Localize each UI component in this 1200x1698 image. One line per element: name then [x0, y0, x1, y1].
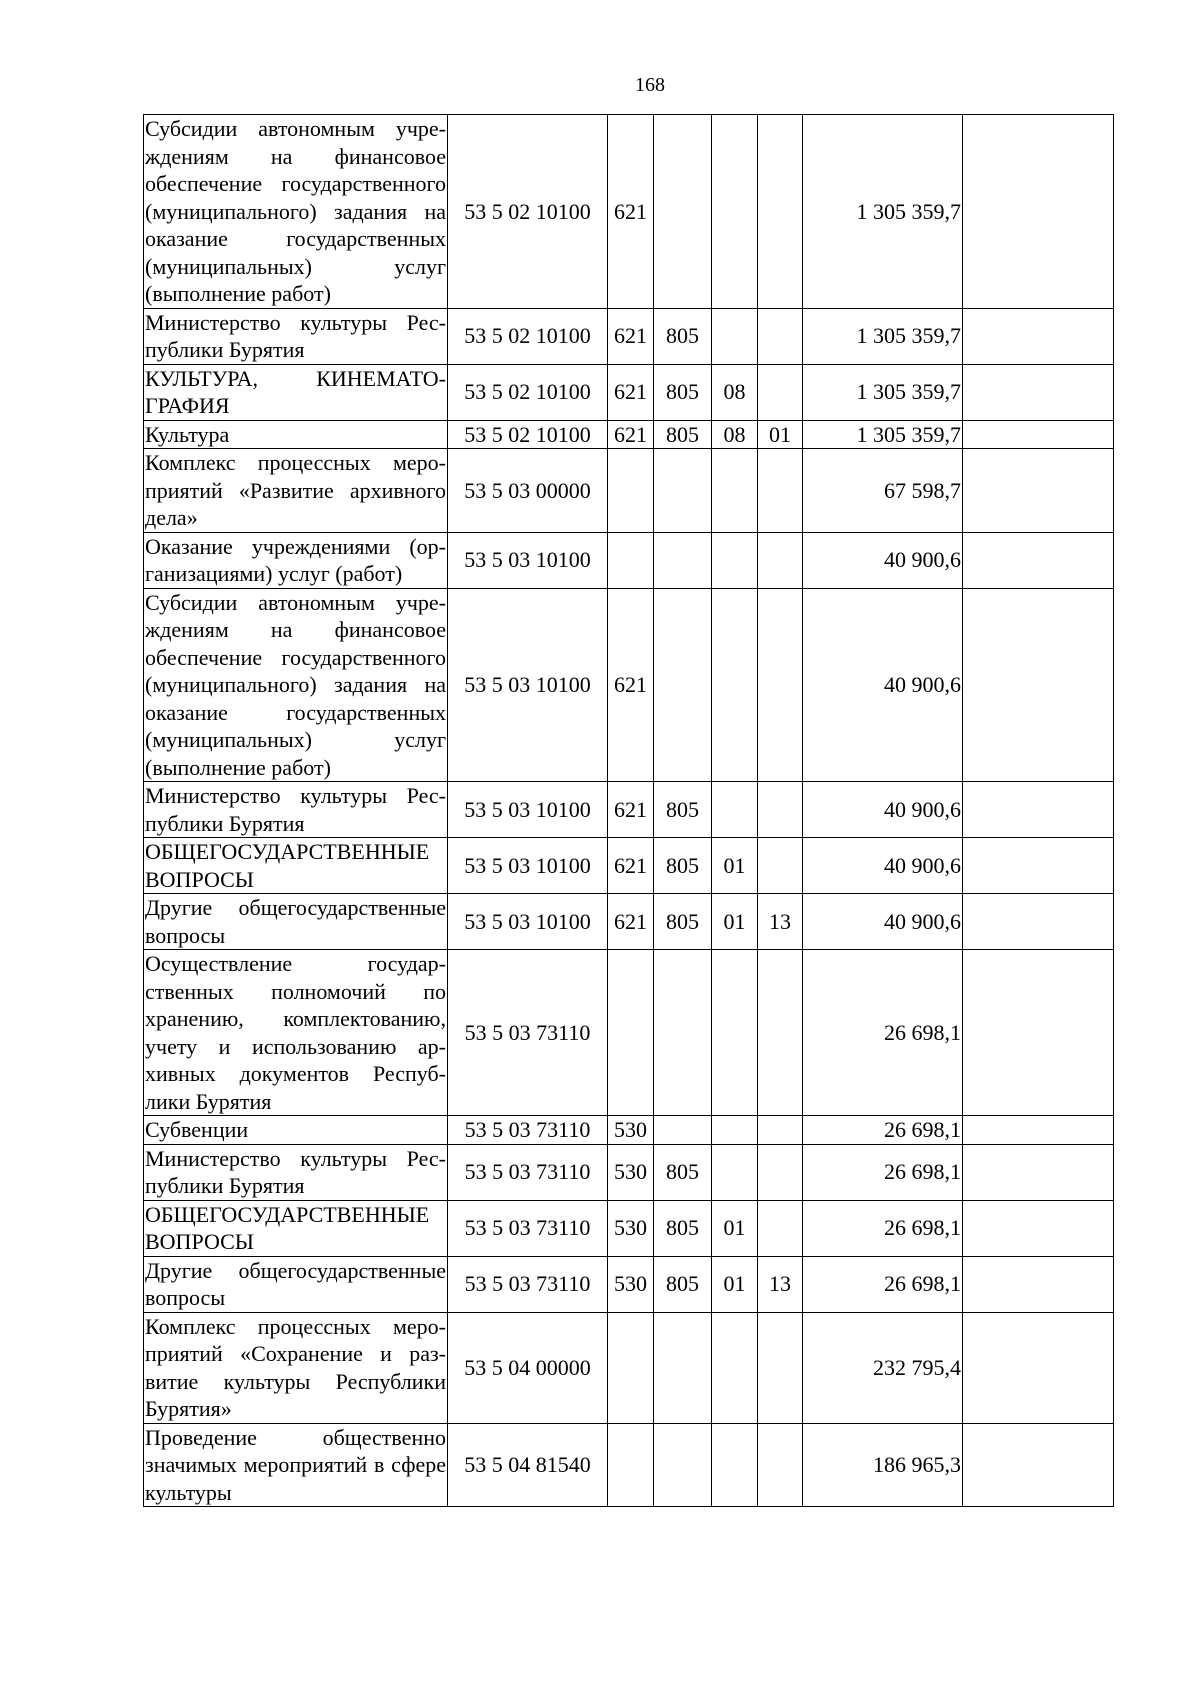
table-cell-name: Субсидии автономным учреждениям на финансовое обеспечение государственного (муниципального) задания на оказание государственных (муниципальных) услуг (выполнение работ)	[145, 589, 446, 780]
table-row	[144, 1144, 1114, 1200]
table-cell-subsection	[758, 1423, 803, 1507]
table-cell-code: 53 5 03 73110	[448, 1200, 608, 1256]
table-row	[144, 1116, 1114, 1145]
table-cell-subsection	[758, 115, 803, 309]
table-cell-empty	[963, 420, 1114, 449]
table-cell-code: 53 5 03 73110	[448, 1144, 608, 1200]
table-cell-expense-type: 621	[608, 838, 654, 894]
table-cell-code: 53 5 02 10100	[448, 420, 608, 449]
table-cell-expense-type: 530	[608, 1256, 654, 1312]
table-cell-ministry-code	[654, 1312, 712, 1423]
table-cell-code: 53 5 02 10100	[448, 115, 608, 309]
table-cell-amount: 186 965,3	[803, 1423, 963, 1507]
table-cell-empty	[963, 950, 1114, 1116]
table-row	[144, 308, 1114, 364]
table-cell-amount: 1 305 359,7	[803, 364, 963, 420]
table-cell-empty	[963, 308, 1114, 364]
table-cell-empty	[963, 449, 1114, 533]
table-cell-section	[712, 1423, 758, 1507]
table-cell-name: Осуществление государственных полномочий по хранению, комплектованию, учету и использованию архивных документов Республики Бурятия	[145, 951, 446, 1114]
table-cell-code: 53 5 03 73110	[448, 950, 608, 1116]
table-cell-section	[712, 1312, 758, 1423]
table-cell-expense-type	[608, 449, 654, 533]
table-cell-code: 53 5 02 10100	[448, 308, 608, 364]
table-cell-subsection	[758, 364, 803, 420]
table-cell-ministry-code: 805	[654, 894, 712, 950]
table-cell-code: 53 5 03 73110	[448, 1116, 608, 1145]
table-cell-section	[712, 950, 758, 1116]
table-cell-expense-type: 621	[608, 588, 654, 782]
table-cell-amount: 232 795,4	[803, 1312, 963, 1423]
table-cell-amount: 40 900,6	[803, 838, 963, 894]
table-cell-expense-type	[608, 1312, 654, 1423]
table-cell-name: Комплекс процессных мероприятий «Сохранение и развитие культуры Республики Бурятия»	[145, 1313, 446, 1421]
table-cell-amount: 40 900,6	[803, 894, 963, 950]
table-cell-subsection	[758, 1116, 803, 1145]
table-cell-expense-type	[608, 950, 654, 1116]
table-cell-ministry-code: 805	[654, 782, 712, 838]
table-cell-amount: 26 698,1	[803, 1256, 963, 1312]
table-cell-code: 53 5 02 10100	[448, 364, 608, 420]
table-cell-name: Другие общегосударственные вопросы	[145, 1257, 446, 1310]
table-cell-amount: 26 698,1	[803, 950, 963, 1116]
table-cell-empty	[963, 364, 1114, 420]
table-cell-subsection	[758, 950, 803, 1116]
table-row	[144, 894, 1114, 950]
table-cell-empty	[963, 838, 1114, 894]
table-cell-code: 53 5 03 10100	[448, 782, 608, 838]
table-cell-subsection	[758, 838, 803, 894]
table-cell-empty	[963, 1144, 1114, 1200]
table-cell-ministry-code: 805	[654, 1144, 712, 1200]
table-cell-ministry-code	[654, 1116, 712, 1145]
table-cell-name: Комплекс процессных мероприятий «Развитие архивного дела»	[145, 450, 446, 530]
table-cell-ministry-code	[654, 532, 712, 588]
table-cell-empty	[963, 532, 1114, 588]
table-cell-subsection	[758, 449, 803, 533]
table-cell-subsection: 13	[758, 894, 803, 950]
table-cell-amount: 40 900,6	[803, 532, 963, 588]
table-row	[144, 1423, 1114, 1507]
table-row	[144, 950, 1114, 1116]
table-cell-section	[712, 588, 758, 782]
table-cell-empty	[963, 1116, 1114, 1145]
table-cell-section: 08	[712, 364, 758, 420]
table-row	[144, 420, 1114, 449]
table-cell-subsection	[758, 1200, 803, 1256]
table-cell-code: 53 5 03 10100	[448, 588, 608, 782]
table-cell-empty	[963, 1200, 1114, 1256]
table-cell-empty	[963, 894, 1114, 950]
table-cell-expense-type: 621	[608, 308, 654, 364]
table-row	[144, 364, 1114, 420]
table-cell-name: Оказание учреждениями (организациями) услуг (работ)	[145, 533, 446, 586]
table-cell-ministry-code	[654, 950, 712, 1116]
table-cell-ministry-code: 805	[654, 308, 712, 364]
table-cell-expense-type: 621	[608, 115, 654, 309]
table-cell-section: 01	[712, 838, 758, 894]
table-cell-name: Министерство культуры Республики Бурятия	[145, 783, 446, 836]
table-cell-subsection: 13	[758, 1256, 803, 1312]
table-cell-subsection	[758, 532, 803, 588]
table-row	[144, 532, 1114, 588]
table-cell-empty	[963, 115, 1114, 309]
table-cell-ministry-code	[654, 449, 712, 533]
table-cell-name: Министерство культуры Республики Бурятия	[145, 309, 446, 362]
table-row	[144, 1312, 1114, 1423]
table-cell-name: Культура	[144, 420, 448, 449]
table-cell-amount: 40 900,6	[803, 588, 963, 782]
table-cell-ministry-code	[654, 1423, 712, 1507]
table-cell-code: 53 5 03 00000	[448, 449, 608, 533]
table-cell-name: Проведение общественно значимых мероприятий в сфере культуры	[145, 1424, 446, 1505]
table-row	[144, 588, 1114, 782]
table-cell-subsection	[758, 1144, 803, 1200]
table-cell-ministry-code: 805	[654, 838, 712, 894]
table-cell-code: 53 5 03 10100	[448, 894, 608, 950]
table-cell-expense-type: 530	[608, 1144, 654, 1200]
table-cell-amount: 67 598,7	[803, 449, 963, 533]
table-cell-amount: 1 305 359,7	[803, 308, 963, 364]
table-cell-section	[712, 1144, 758, 1200]
table-cell-subsection	[758, 1312, 803, 1423]
table-cell-empty	[963, 782, 1114, 838]
table-cell-name: Другие общегосударственные вопросы	[145, 895, 446, 948]
table-cell-section: 08	[712, 420, 758, 449]
table-cell-expense-type	[608, 532, 654, 588]
table-cell-code: 53 5 03 73110	[448, 1256, 608, 1312]
table-cell-empty	[963, 1312, 1114, 1423]
table-row	[144, 1256, 1114, 1312]
table-row	[144, 449, 1114, 533]
page-number: 168	[635, 74, 665, 96]
table-row	[144, 115, 1114, 309]
table-cell-name: Министерство культуры Республики Бурятия	[145, 1145, 446, 1198]
table-cell-ministry-code: 805	[654, 420, 712, 449]
table-cell-code: 53 5 04 81540	[448, 1423, 608, 1507]
table-cell-section: 01	[712, 1200, 758, 1256]
table-cell-expense-type	[608, 1423, 654, 1507]
table-cell-amount: 1 305 359,7	[803, 115, 963, 309]
table-cell-code: 53 5 03 10100	[448, 532, 608, 588]
table-cell-subsection	[758, 308, 803, 364]
table-row	[144, 838, 1114, 894]
table-cell-section	[712, 532, 758, 588]
table-cell-ministry-code: 805	[654, 1256, 712, 1312]
table-cell-expense-type: 530	[608, 1200, 654, 1256]
table-cell-ministry-code: 805	[654, 364, 712, 420]
table-cell-name: Субсидии автономным учреждениям на финансовое обеспечение государственного (муниципального) задания на оказание государственных (муниципальных) услуг (выполнение работ)	[145, 116, 446, 306]
table-cell-amount: 1 305 359,7	[803, 420, 963, 449]
table-cell-name: ОБЩЕГОСУДАРСТВЕННЫЕ ВОПРОСЫ	[144, 1200, 448, 1256]
table-cell-empty	[963, 1423, 1114, 1507]
table-cell-expense-type: 621	[608, 364, 654, 420]
table-cell-empty	[963, 1256, 1114, 1312]
table-cell-section	[712, 782, 758, 838]
table-cell-code: 53 5 03 10100	[448, 838, 608, 894]
table-cell-empty	[963, 588, 1114, 782]
table-cell-name: Субвенции	[144, 1116, 448, 1145]
table-cell-expense-type: 621	[608, 782, 654, 838]
table-cell-name: ОБЩЕГОСУДАРСТВЕННЫЕ ВОПРОСЫ	[144, 838, 448, 894]
table-cell-ministry-code	[654, 115, 712, 309]
table-cell-code: 53 5 04 00000	[448, 1312, 608, 1423]
table-cell-section	[712, 1116, 758, 1145]
table-cell-expense-type: 621	[608, 420, 654, 449]
table-cell-name: КУЛЬТУРА, КИНЕМАТОГРАФИЯ	[145, 365, 446, 418]
table-cell-subsection	[758, 782, 803, 838]
table-cell-expense-type: 530	[608, 1116, 654, 1145]
table-cell-ministry-code	[654, 588, 712, 782]
table-cell-amount: 40 900,6	[803, 782, 963, 838]
table-cell-amount: 26 698,1	[803, 1144, 963, 1200]
table-cell-section: 01	[712, 894, 758, 950]
table-cell-subsection	[758, 588, 803, 782]
budget-table	[143, 114, 1114, 1507]
table-cell-amount: 26 698,1	[803, 1116, 963, 1145]
table-cell-section: 01	[712, 1256, 758, 1312]
table-cell-subsection: 01	[758, 420, 803, 449]
table-row	[144, 1200, 1114, 1256]
table-cell-expense-type: 621	[608, 894, 654, 950]
table-cell-amount: 26 698,1	[803, 1200, 963, 1256]
table-cell-section	[712, 308, 758, 364]
table-row	[144, 782, 1114, 838]
table-cell-section	[712, 115, 758, 309]
table-cell-ministry-code: 805	[654, 1200, 712, 1256]
table-cell-section	[712, 449, 758, 533]
